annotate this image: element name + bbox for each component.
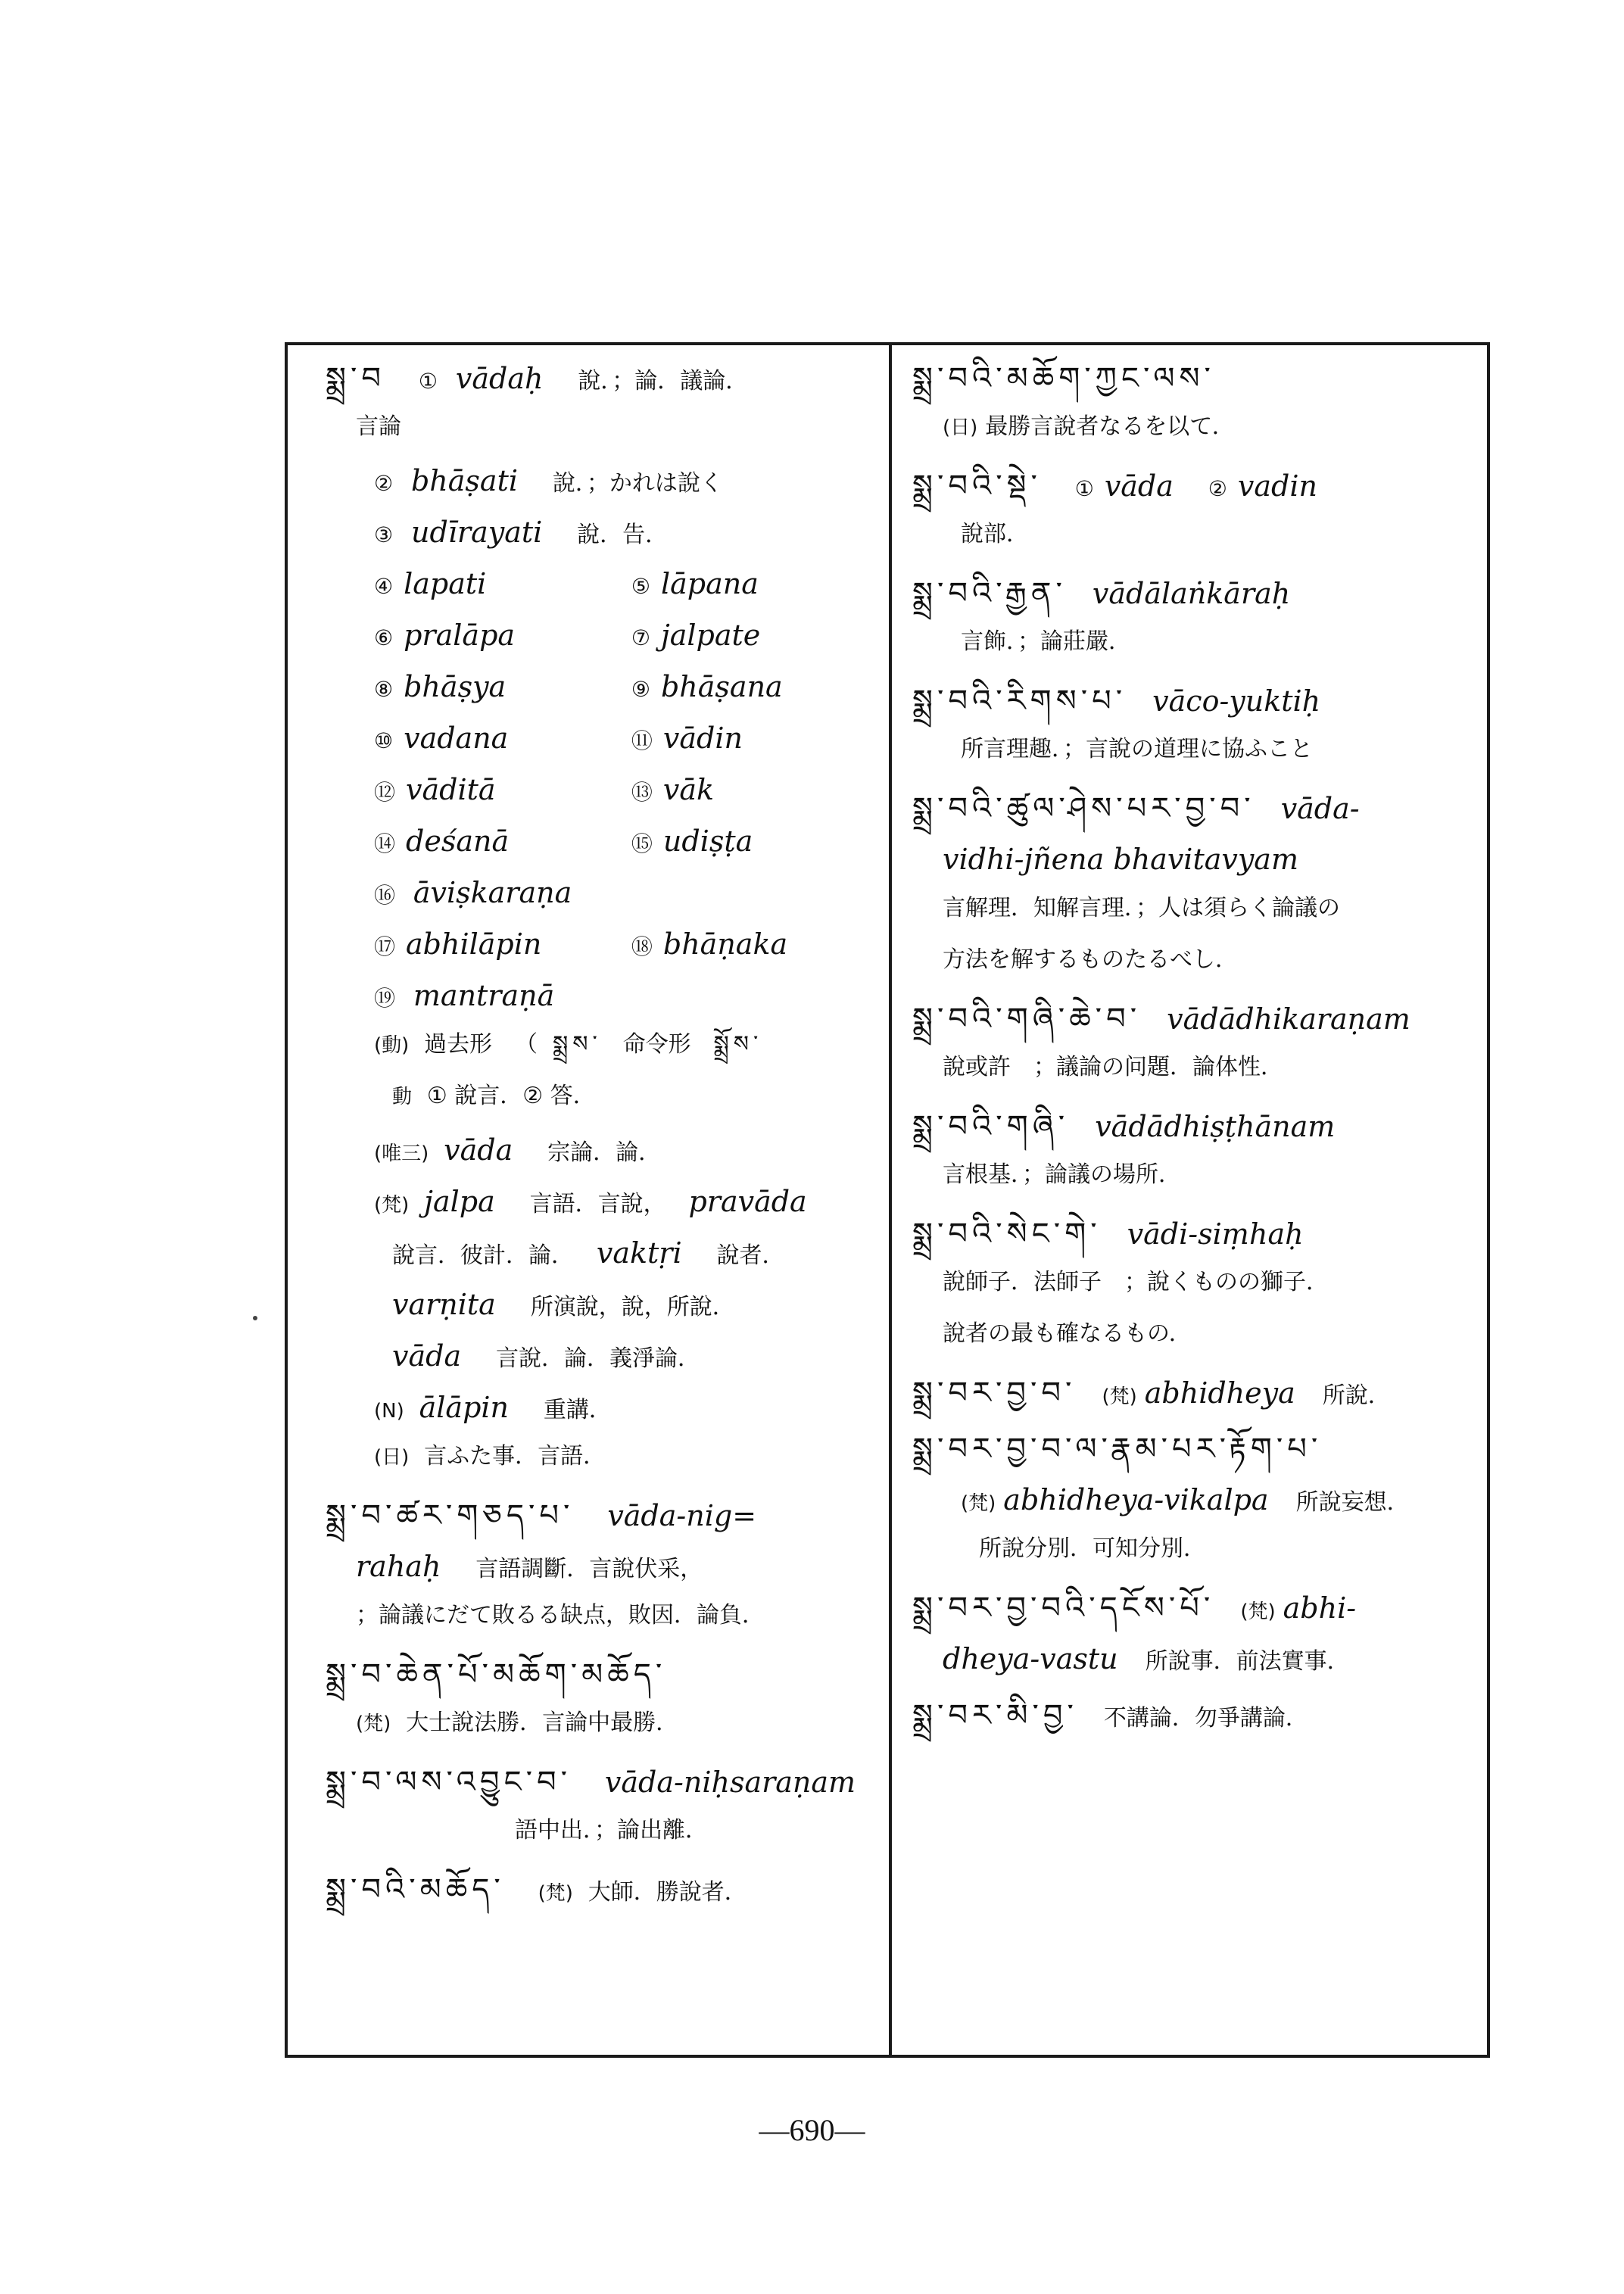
sense-pair-left xyxy=(374,927,624,961)
japanese-gloss: 說．；かれは說く xyxy=(552,470,723,497)
entry-r8 xyxy=(912,1219,1488,1352)
entry-r9 xyxy=(912,1378,1488,1408)
sanskrit-term: vādādhiṣṭhānam xyxy=(1095,1110,1336,1143)
tibetan-form: སྨྲོས་ xyxy=(713,1031,763,1058)
sense-number: ⑥ xyxy=(374,625,394,650)
sense-number: ⑬ xyxy=(631,780,653,805)
sense-pair-left xyxy=(374,672,624,701)
sense-pair-left xyxy=(374,724,624,753)
gloss-continued xyxy=(912,896,1488,927)
gloss-continued xyxy=(912,1644,1488,1675)
stray-mark xyxy=(253,1316,257,1320)
source-mark: (N) xyxy=(374,1400,404,1423)
sense-number: ⑲ xyxy=(374,986,396,1011)
sanskrit-term: ālāpin xyxy=(419,1391,510,1424)
source-mark: (梵) xyxy=(961,1492,996,1515)
japanese-gloss: 所說妄想． xyxy=(1295,1489,1410,1516)
japanese-gloss: 過去形 xyxy=(424,1031,493,1058)
sanskrit-term: vādādhikaraṇam xyxy=(1167,1002,1410,1036)
gloss-continued xyxy=(912,948,1488,978)
gloss-continued xyxy=(912,522,1488,553)
tibetan-headword: སྨྲ་བ་ལས་འབྱུང་བ་ xyxy=(326,1765,572,1800)
entry-r4 xyxy=(912,686,1488,768)
sanskrit-term: abhilāpin xyxy=(406,927,542,961)
citation-continued xyxy=(326,1339,871,1373)
sanskrit-term: vidhi-jñena bhavitavyam xyxy=(943,843,1298,876)
sense-pair-left xyxy=(374,824,624,858)
sense-number: ⑫ xyxy=(374,780,396,805)
entry-tshar-gcad xyxy=(326,1498,871,1634)
tibetan-headword: སྨྲ་བའི་གཞི་ xyxy=(912,1109,1070,1144)
japanese-gloss: 重講． xyxy=(543,1397,612,1423)
sanskrit-term: bhāṇaka xyxy=(662,927,788,961)
sanskrit-term: varṇita xyxy=(392,1288,496,1321)
japanese-gloss: 所演說，說，所說． xyxy=(530,1294,735,1320)
citation-row xyxy=(326,1133,871,1167)
tibetan-headword: སྨྲ་བར་མི་བྱ་ xyxy=(912,1698,1078,1733)
japanese-gloss: 說或許 ；議論の问題．論体性． xyxy=(943,1054,1283,1080)
gloss-continued xyxy=(326,415,871,445)
headword-line xyxy=(912,1004,1488,1034)
sense-number: ⑮ xyxy=(631,831,653,856)
japanese-gloss: 說師子．法師子 ；說くものの獅子． xyxy=(943,1269,1329,1295)
sanskrit-term: vāda xyxy=(1104,469,1174,503)
source-mark: (動) xyxy=(374,1034,410,1057)
sanskrit-term: vādin xyxy=(662,722,743,755)
entry-r1 xyxy=(912,363,1488,445)
sanskrit-term: vāditā xyxy=(406,773,496,806)
japanese-gloss: 語中出．；論出離． xyxy=(515,1817,708,1844)
sense-number: ③ xyxy=(374,522,394,547)
sanskrit-term: mantraṇā xyxy=(413,979,555,1012)
headword-line xyxy=(912,363,1488,394)
tibetan-headword: སྨྲ་བའི་རིགས་པ་ xyxy=(912,684,1127,718)
tibetan-headword: སྨྲ་བ་ཚར་གཅད་པ་ xyxy=(326,1498,575,1533)
sanskrit-term: vāda-nig= xyxy=(607,1499,757,1532)
sanskrit-term: lāpana xyxy=(660,567,759,600)
sense-number: ② xyxy=(1208,476,1227,501)
sanskrit-term: pravāda xyxy=(688,1185,807,1218)
headword-line xyxy=(326,363,871,394)
tibetan-headword: སྨྲ་བའི་མཆོད་ xyxy=(326,1872,505,1907)
sanskrit-term: bhāṣana xyxy=(660,670,783,703)
headword-line xyxy=(912,1378,1488,1408)
tibetan-headword: སྨྲ་བའི་སྡེ་ xyxy=(912,469,1042,503)
tibetan-headword: སྨྲ་བའི་མཆོག་ཀྱང་ལས་ xyxy=(912,361,1215,396)
sense-pair-row xyxy=(326,724,871,754)
tibetan-headword: སྨྲ་བའི་སེང་གེ་ xyxy=(912,1217,1102,1251)
source-mark: (梵) xyxy=(538,1882,573,1905)
right-column xyxy=(912,363,1488,1756)
sanskrit-term: vāda xyxy=(444,1133,513,1167)
sense-number: ⑰ xyxy=(374,934,396,959)
tibetan-form: སྨྲས་ xyxy=(553,1031,602,1058)
tibetan-headword: སྨྲ་བར་བྱ་བ་ xyxy=(912,1376,1077,1410)
source-mark: (梵) xyxy=(356,1713,391,1735)
sanskrit-term: vāda-niḥsaraṇam xyxy=(604,1766,856,1799)
paren: （ xyxy=(515,1031,538,1058)
sanskrit-term: bhāṣati xyxy=(410,464,519,497)
japanese-gloss: 說．告． xyxy=(577,522,669,548)
japanese-gloss: 大師．勝說者． xyxy=(588,1879,747,1906)
entry-r10 xyxy=(912,1434,1488,1567)
sense-number: ① xyxy=(418,369,438,394)
sanskrit-term: abhidheya xyxy=(1144,1376,1295,1410)
sense-number: ⑭ xyxy=(374,831,396,856)
sanskrit-term: udiṣṭa xyxy=(662,824,753,858)
sense-number: ② xyxy=(374,471,394,496)
sanskrit-term: bhāṣya xyxy=(404,670,507,703)
entry-r12 xyxy=(912,1700,1488,1731)
entry-r5 xyxy=(912,793,1488,978)
sense-row xyxy=(326,981,871,1011)
sense-number: ⑤ xyxy=(631,574,650,599)
sense-number: ⑪ xyxy=(631,728,653,753)
entry-r7 xyxy=(912,1111,1488,1193)
sense-number: ④ xyxy=(374,574,394,599)
japanese-gloss: 大士說法勝．言論中最勝． xyxy=(406,1710,679,1736)
headword-line xyxy=(912,793,1488,824)
gloss-continued xyxy=(912,737,1488,768)
headword-line xyxy=(912,1111,1488,1142)
japanese-gloss: 說．；論．議論． xyxy=(578,368,749,394)
headword-line xyxy=(912,1700,1488,1731)
headword-line xyxy=(326,1498,871,1533)
japanese-gloss: 言飾．；論莊嚴． xyxy=(961,628,1131,655)
entry-mchog xyxy=(326,1657,871,1741)
headword-line xyxy=(326,1657,871,1692)
headword-line xyxy=(326,1765,871,1800)
source-mark: (日) xyxy=(943,416,978,439)
sanskrit-term: deśanā xyxy=(406,824,510,858)
source-mark: (唯三) xyxy=(374,1142,429,1165)
gloss-continued xyxy=(912,1322,1488,1352)
japanese-gloss: ① 說言．② 答． xyxy=(426,1083,596,1109)
headword-line xyxy=(912,1434,1488,1464)
japanese-gloss: 言論 xyxy=(356,413,401,440)
sanskrit-term: lapati xyxy=(404,567,487,600)
sense-row xyxy=(326,466,871,497)
japanese-gloss: 最勝言說者なるを以て． xyxy=(985,413,1235,440)
sanskrit-term: jalpate xyxy=(660,619,761,652)
japanese-gloss: 所說． xyxy=(1322,1382,1391,1409)
sense-pair-left xyxy=(374,775,624,804)
sense-pair-left xyxy=(374,621,624,650)
gloss-continued xyxy=(912,630,1488,660)
japanese-gloss: 所說分別．可知分別． xyxy=(979,1535,1206,1562)
sanskrit-term: vāk xyxy=(662,773,715,806)
sense-number: ⑩ xyxy=(374,728,394,753)
tibetan-headword: སྨྲ་བར་བྱ་བ་ལ་རྣམ་པར་རྟོག་པ་ xyxy=(912,1432,1323,1466)
entry-r3 xyxy=(912,578,1488,660)
tibetan-headword: སྨྲ་བར་བྱ་བའི་དངོས་པོ་ xyxy=(912,1591,1215,1625)
entry-r11 xyxy=(912,1593,1488,1675)
headword-line xyxy=(912,1593,1488,1623)
gloss-continued xyxy=(326,1552,871,1582)
sense-number: ⑱ xyxy=(631,934,653,959)
sanskrit-term: vaktṛi xyxy=(596,1236,682,1270)
sanskrit-term: vādaḥ xyxy=(455,362,544,395)
source-mark: (日) xyxy=(374,1446,410,1469)
sense-number: ① xyxy=(1074,476,1094,501)
japanese-gloss: 言說．論．義淨論． xyxy=(495,1345,700,1372)
source-mark: (梵) xyxy=(1240,1601,1276,1623)
entry-r6 xyxy=(912,1004,1488,1086)
citation-continued xyxy=(326,1290,871,1320)
headword-line xyxy=(326,1872,871,1907)
citation-row xyxy=(326,1187,871,1217)
headword-line xyxy=(912,578,1488,609)
gloss-continued xyxy=(912,1270,1488,1301)
gloss-continued xyxy=(912,1163,1488,1193)
japanese-gloss: 所說事．前法實事． xyxy=(1145,1648,1350,1675)
sanskrit-term: abhidheya-vikalpa xyxy=(1003,1483,1269,1516)
japanese-gloss: 言解理．知解言理．；人は須らく論議の xyxy=(943,895,1340,921)
sanskrit-term: vādālaṅkāraḥ xyxy=(1092,577,1291,610)
japanese-gloss: 言ふた事．言語． xyxy=(424,1443,606,1470)
source-mark: (梵) xyxy=(1102,1385,1137,1408)
gloss-continued xyxy=(912,1485,1488,1516)
headword-line xyxy=(912,471,1488,501)
sanskrit-term: abhi- xyxy=(1283,1591,1357,1625)
gloss-continued xyxy=(326,1711,871,1741)
japanese-gloss: 不講論．勿爭講論． xyxy=(1103,1705,1308,1731)
sanskrit-term: vāda xyxy=(392,1339,462,1373)
sense-pair-row xyxy=(326,672,871,703)
headword-line xyxy=(912,1219,1488,1249)
verb-meaning-row xyxy=(326,1084,871,1114)
sanskrit-term: vāda- xyxy=(1280,792,1360,825)
sanskrit-term: vādi-siṃhaḥ xyxy=(1127,1217,1304,1251)
entry-r2 xyxy=(912,471,1488,553)
japanese-gloss: 言語．言說， xyxy=(529,1191,666,1217)
sanskrit-term: vadana xyxy=(404,722,509,755)
gloss-continued xyxy=(326,1819,871,1849)
source-mark: (梵) xyxy=(374,1194,410,1217)
sense-pair-row xyxy=(326,927,871,961)
sense-pair-row xyxy=(326,621,871,651)
entry-nges-byung xyxy=(326,1767,871,1849)
tibetan-headword: སྨྲ་བའི་རྒྱན་ xyxy=(912,576,1067,611)
citation-continued xyxy=(326,1236,871,1270)
source-mark: 動 xyxy=(392,1086,413,1108)
entry-mchod xyxy=(326,1872,871,1907)
japanese-gloss: 說言．彼計．論． xyxy=(392,1242,574,1269)
sanskrit-term: rahaḥ xyxy=(356,1550,441,1583)
sense-number: ⑧ xyxy=(374,677,394,702)
sanskrit-term: āviṣkaraṇa xyxy=(413,876,572,909)
gloss-continued xyxy=(912,415,1488,445)
verb-forms-row xyxy=(326,1033,871,1063)
japanese-gloss: 所言理趣．；言說の道理に協ふこと xyxy=(961,736,1313,762)
left-column xyxy=(326,363,871,1931)
sanskrit-term: jalpa xyxy=(424,1185,495,1218)
gloss-continued xyxy=(912,845,1488,875)
citation-row xyxy=(326,1445,871,1475)
sense-pair-row xyxy=(326,569,871,600)
sanskrit-term: vadin xyxy=(1237,469,1317,503)
sense-pair-row xyxy=(326,775,871,806)
japanese-gloss: 宗論．論． xyxy=(547,1139,662,1166)
sense-number: ⑨ xyxy=(631,677,650,702)
citation-row xyxy=(326,1393,871,1423)
gloss-continued xyxy=(912,1537,1488,1567)
tibetan-headword: སྨྲ་བའི་གཞི་ཆེ་བ་ xyxy=(912,1002,1142,1036)
sense-row xyxy=(326,518,871,548)
sanskrit-term: vāco-yuktiḥ xyxy=(1152,684,1321,718)
gloss-continued xyxy=(326,1604,871,1634)
japanese-gloss: ；論議にだて敗るる缺点，敗因．論負． xyxy=(356,1602,765,1629)
sense-number: ⑯ xyxy=(374,883,396,908)
sense-number: ⑦ xyxy=(631,625,650,650)
sense-row xyxy=(326,878,871,909)
page-number: —690— xyxy=(759,2113,865,2147)
gloss-continued xyxy=(912,1055,1488,1086)
headword-line xyxy=(912,686,1488,716)
sense-pair-left xyxy=(374,569,624,598)
japanese-gloss: 說者の最も確なるもの． xyxy=(943,1320,1192,1347)
column-divider xyxy=(889,342,892,2058)
sanskrit-term: pralāpa xyxy=(404,619,516,652)
entry-smra-ba xyxy=(326,363,871,1475)
sense-pair-row xyxy=(326,824,871,858)
sanskrit-term: udīrayati xyxy=(410,516,543,549)
tibetan-headword: སྨྲ་བའི་ཚུལ་ཤེས་པར་བྱ་བ་ xyxy=(912,791,1255,826)
tibetan-headword: སྨྲ་བ xyxy=(326,361,386,396)
japanese-gloss: 說部． xyxy=(961,521,1029,547)
japanese-gloss: 命令形 xyxy=(622,1031,691,1058)
japanese-gloss: 言語調斷．言說伏采， xyxy=(475,1556,703,1582)
tibetan-headword: སྨྲ་བ་ཆེན་པོ་མཆོག་མཆོད་ xyxy=(326,1657,667,1692)
japanese-gloss: 說者． xyxy=(716,1242,785,1269)
sanskrit-term: dheya-vastu xyxy=(943,1642,1118,1675)
japanese-gloss: 方法を解するものたるべし． xyxy=(943,946,1238,973)
japanese-gloss: 言根基．；論議の場所． xyxy=(943,1161,1181,1188)
